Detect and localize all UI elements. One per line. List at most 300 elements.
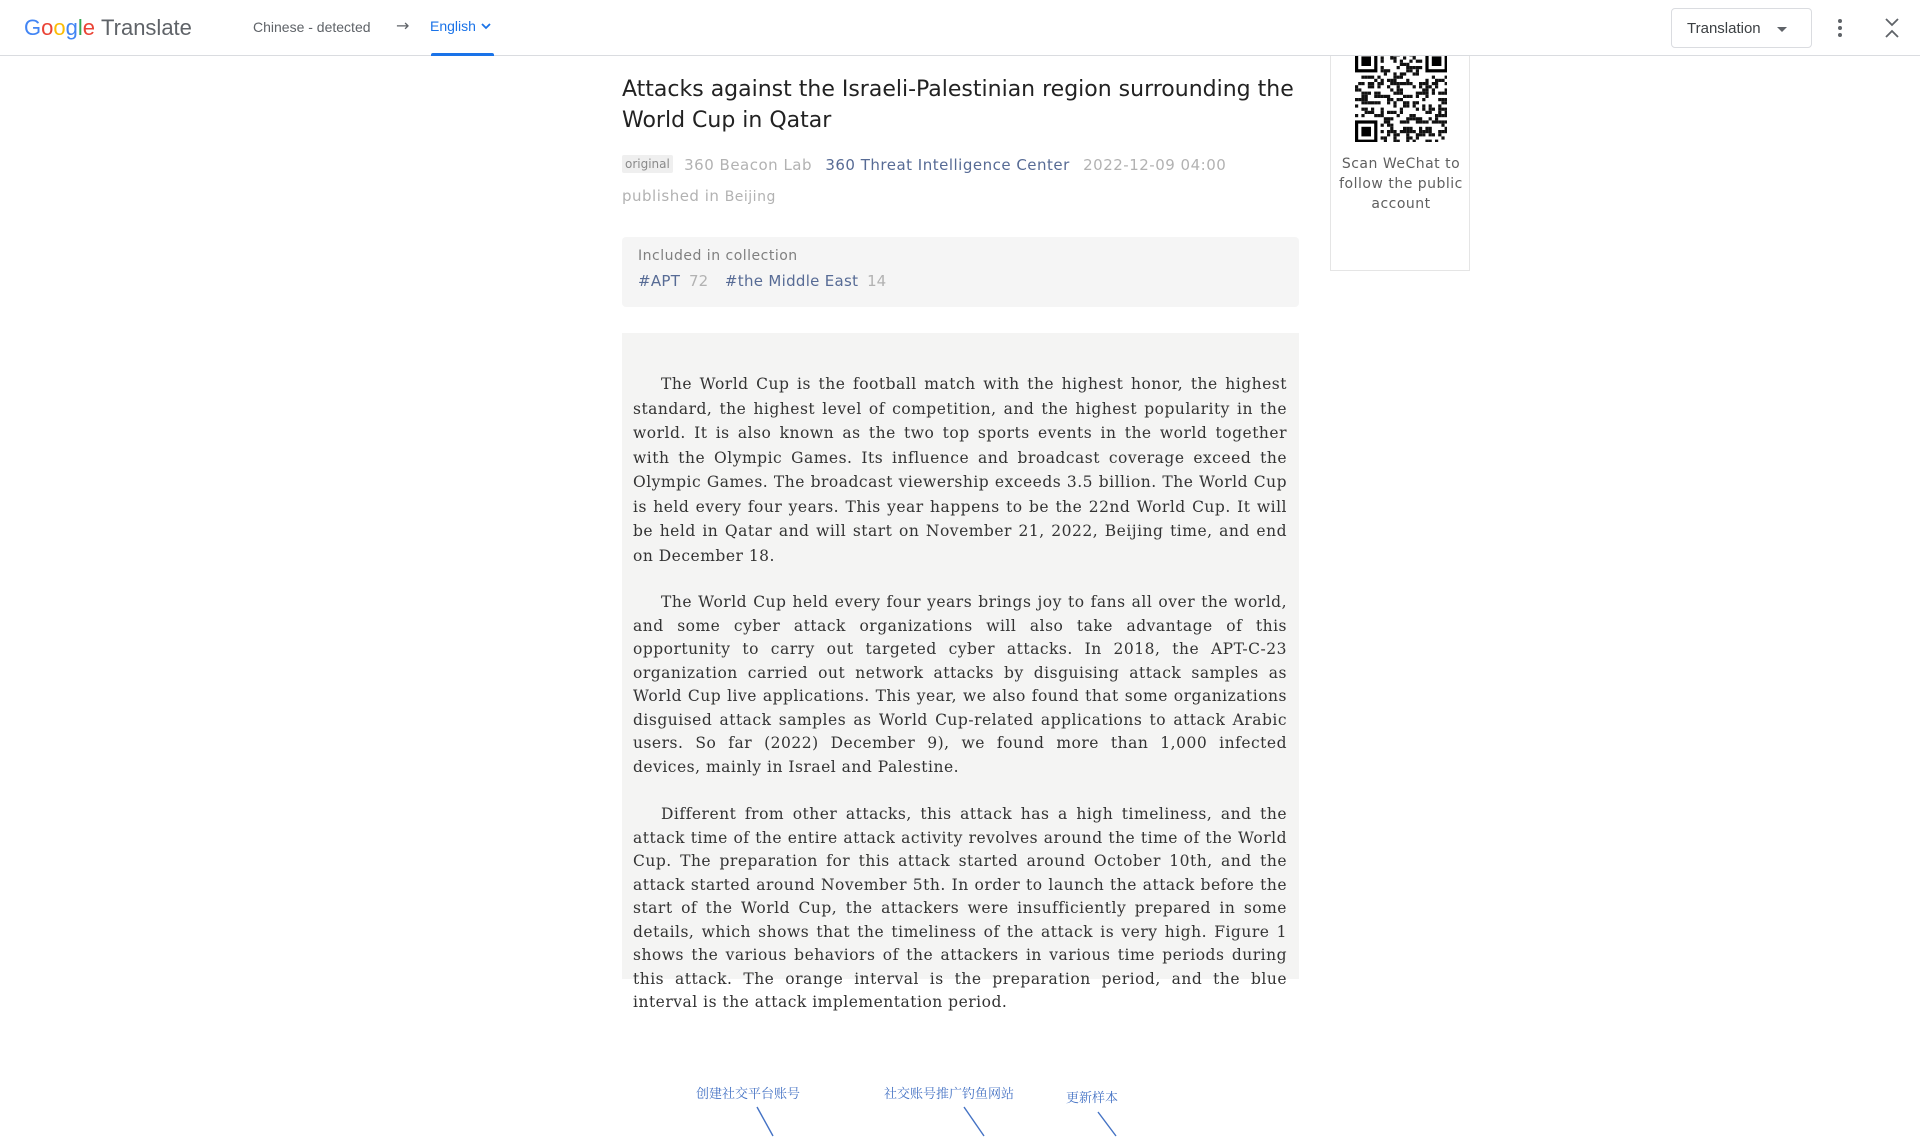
qr-module	[1365, 92, 1368, 95]
qr-module	[1381, 79, 1384, 82]
qr-module	[1377, 76, 1380, 79]
qr-module	[1429, 117, 1432, 120]
qr-module	[1445, 82, 1447, 85]
qr-module	[1355, 114, 1358, 117]
qr-module	[1387, 98, 1390, 101]
qr-module	[1419, 60, 1422, 63]
qr-module	[1441, 92, 1444, 95]
qr-module	[1422, 133, 1425, 136]
qr-module	[1355, 104, 1358, 107]
qr-module	[1432, 88, 1435, 91]
qr-module	[1384, 117, 1387, 120]
qr-module	[1429, 127, 1432, 130]
qr-module	[1390, 111, 1393, 114]
qr-module	[1413, 117, 1416, 120]
qr-module	[1429, 130, 1432, 133]
qr-module	[1406, 120, 1409, 123]
qr-module	[1445, 76, 1447, 79]
qr-module	[1371, 85, 1374, 88]
leader-line	[757, 1107, 773, 1136]
translate-wordmark: Translate	[101, 15, 192, 41]
qr-module	[1438, 92, 1441, 95]
qr-module	[1368, 76, 1371, 79]
qr-module	[1393, 140, 1396, 142]
qr-module	[1416, 66, 1419, 69]
qr-module	[1390, 98, 1393, 101]
qr-module	[1419, 92, 1422, 95]
qr-module	[1438, 114, 1441, 117]
wechat-follow-card	[1330, 56, 1470, 271]
qr-module	[1365, 76, 1368, 79]
qr-module	[1365, 111, 1368, 114]
qr-module	[1425, 140, 1428, 142]
qr-module	[1393, 82, 1396, 85]
qr-module	[1438, 111, 1441, 114]
qr-module	[1438, 108, 1441, 111]
qr-module	[1390, 79, 1393, 82]
qr-module	[1381, 114, 1384, 117]
qr-module	[1403, 104, 1406, 107]
qr-module	[1422, 88, 1425, 91]
qr-module	[1432, 120, 1435, 123]
qr-module	[1445, 130, 1447, 133]
qr-module	[1438, 130, 1441, 133]
qr-module	[1445, 88, 1447, 91]
qr-module	[1387, 95, 1390, 98]
qr-module	[1445, 98, 1447, 101]
logo-letter: l	[78, 15, 83, 40]
collection-tag-middle-east[interactable]: #the Middle East	[725, 272, 858, 290]
qr-module	[1387, 130, 1390, 133]
qr-code	[1355, 56, 1447, 142]
qr-module	[1381, 60, 1384, 63]
qr-module	[1425, 79, 1428, 82]
location-prefix: published in	[622, 187, 719, 205]
qr-module	[1438, 79, 1441, 82]
qr-module	[1368, 111, 1371, 114]
qr-module	[1413, 140, 1416, 142]
qr-module	[1441, 114, 1444, 117]
logo-letter: e	[83, 15, 95, 40]
qr-module	[1413, 85, 1416, 88]
qr-module	[1422, 98, 1425, 101]
qr-module	[1397, 88, 1400, 91]
qr-module	[1403, 56, 1406, 59]
qr-module	[1406, 66, 1409, 69]
logo-letter: o	[41, 15, 53, 40]
qr-module	[1387, 120, 1390, 123]
qr-module	[1438, 104, 1441, 107]
paragraph: The World Cup held every four years brings joy to fans all over the world, and some cyber attack organizations will also take advantage of this opportunity to carry out targeted cyber attacks. In 2018, the APT-C-23 organization carried out network attacks by disguising attack samples as World Cup live applications. This year, we also found that some organizations disguised attack samples as World Cup-related applications to attack Arabic users. So far (2022) December 9), we found more than 1,000 infected devices, mainly in Israel and Palestine.	[633, 591, 1287, 779]
qr-module	[1441, 136, 1444, 139]
qr-module	[1400, 92, 1403, 95]
qr-module	[1361, 82, 1364, 85]
qr-module	[1425, 85, 1428, 88]
leader-line	[964, 1107, 984, 1136]
qr-module	[1406, 69, 1409, 72]
qr-module	[1393, 101, 1396, 104]
collection-tag-apt[interactable]: #APT	[638, 272, 680, 290]
figure-label: 创建社交平台账号	[696, 1083, 800, 1102]
qr-module	[1381, 111, 1384, 114]
qr-module	[1422, 82, 1425, 85]
qr-module	[1409, 117, 1412, 120]
qr-module	[1441, 79, 1444, 82]
qr-module	[1419, 117, 1422, 120]
qr-module	[1435, 79, 1438, 82]
qr-module	[1361, 76, 1364, 79]
qr-module	[1406, 101, 1409, 104]
qr-module	[1413, 101, 1416, 104]
arrow-right-icon: →	[396, 16, 409, 35]
qr-module	[1371, 82, 1374, 85]
qr-module	[1393, 79, 1396, 82]
qr-module	[1387, 85, 1390, 88]
qr-module	[1409, 127, 1412, 130]
qr-module	[1406, 104, 1409, 107]
qr-module	[1438, 120, 1441, 123]
qr-module	[1435, 120, 1438, 123]
translate-toolbar	[0, 0, 1920, 56]
qr-module	[1416, 60, 1419, 63]
qr-module	[1419, 120, 1422, 123]
article-meta	[622, 150, 1299, 213]
qr-module	[1403, 82, 1406, 85]
qr-module	[1416, 72, 1419, 75]
qr-module	[1416, 101, 1419, 104]
qr-module	[1374, 114, 1377, 117]
qr-module	[1406, 117, 1409, 120]
qr-module	[1429, 111, 1432, 114]
qr-module	[1384, 140, 1387, 142]
account-link[interactable]: 360 Threat Intelligence Center	[825, 156, 1070, 174]
qr-module	[1377, 101, 1380, 104]
qr-module	[1419, 85, 1422, 88]
qr-module	[1435, 82, 1438, 85]
qr-module	[1425, 111, 1428, 114]
collection-label: Included in collection	[638, 246, 1283, 266]
qr-module	[1409, 60, 1412, 63]
qr-module	[1371, 76, 1374, 79]
source-language[interactable]: Chinese - detected	[253, 19, 371, 35]
qr-module	[1400, 98, 1403, 101]
qr-module	[1425, 82, 1428, 85]
qr-module	[1397, 140, 1400, 142]
qr-module	[1393, 56, 1396, 59]
qr-module	[1374, 79, 1377, 82]
qr-module	[1419, 82, 1422, 85]
qr-module	[1441, 98, 1444, 101]
qr-module	[1384, 136, 1387, 139]
qr-module	[1387, 101, 1390, 104]
qr-module	[1416, 120, 1419, 123]
logo-letter: g	[66, 15, 78, 40]
qr-module	[1368, 85, 1371, 88]
qr-module	[1384, 69, 1387, 72]
qr-module	[1397, 98, 1400, 101]
qr-module	[1422, 92, 1425, 95]
qr-module	[1429, 140, 1432, 142]
dot-icon	[1838, 19, 1842, 23]
qr-module	[1435, 85, 1438, 88]
qr-module	[1441, 101, 1444, 104]
qr-module	[1429, 108, 1432, 111]
qr-module	[1381, 82, 1384, 85]
leader-line	[1098, 1112, 1116, 1136]
qr-module	[1368, 92, 1371, 95]
qr-module	[1403, 120, 1406, 123]
qr-module	[1393, 92, 1396, 95]
qr-module	[1400, 111, 1403, 114]
qr-module	[1377, 82, 1380, 85]
qr-module	[1422, 130, 1425, 133]
qr-module	[1438, 98, 1441, 101]
qr-module	[1438, 133, 1441, 136]
qr-module	[1409, 69, 1412, 72]
qr-module	[1441, 124, 1444, 127]
qr-module	[1390, 130, 1393, 133]
qr-module	[1377, 85, 1380, 88]
qr-module	[1387, 124, 1390, 127]
qr-module	[1393, 133, 1396, 136]
article-title: Attacks against the Israeli-Palestinian region surrounding the World Cup in Qatar	[622, 74, 1299, 136]
qr-module	[1406, 79, 1409, 82]
qr-module	[1400, 63, 1403, 66]
qr-module	[1416, 95, 1419, 98]
qr-module	[1365, 108, 1368, 111]
qr-caption: Scan WeChat to follow the public account	[1337, 154, 1465, 214]
qr-module	[1445, 114, 1447, 117]
qr-module	[1416, 136, 1419, 139]
qr-module	[1397, 85, 1400, 88]
tag-count: 72	[689, 272, 708, 290]
qr-module	[1432, 133, 1435, 136]
qr-module	[1400, 130, 1403, 133]
qr-module	[1416, 69, 1419, 72]
qr-module	[1361, 108, 1364, 111]
qr-module	[1355, 88, 1358, 91]
qr-module	[1361, 95, 1364, 98]
qr-module	[1365, 98, 1368, 101]
qr-module	[1361, 114, 1364, 117]
dot-icon	[1838, 26, 1842, 30]
qr-module	[1441, 120, 1444, 123]
collection-box	[622, 237, 1299, 307]
qr-module	[1374, 101, 1377, 104]
qr-module	[1377, 92, 1380, 95]
collapse-toolbar-button[interactable]	[1876, 14, 1908, 42]
qr-module	[1445, 108, 1447, 111]
google-wordmark	[24, 15, 95, 41]
qr-module	[1400, 82, 1403, 85]
qr-module	[1403, 101, 1406, 104]
qr-module	[1419, 66, 1422, 69]
qr-module	[1371, 111, 1374, 114]
qr-module	[1355, 85, 1358, 88]
qr-module	[1365, 95, 1368, 98]
qr-module	[1445, 101, 1447, 104]
qr-module	[1406, 130, 1409, 133]
qr-module	[1381, 124, 1384, 127]
qr-module	[1425, 88, 1428, 91]
qr-module	[1381, 108, 1384, 111]
qr-module	[1381, 69, 1384, 72]
qr-module	[1441, 108, 1444, 111]
view-mode-select[interactable]	[1671, 8, 1812, 48]
qr-module	[1409, 82, 1412, 85]
google-translate-logo[interactable]	[24, 12, 192, 44]
qr-module	[1400, 108, 1403, 111]
qr-module	[1393, 72, 1396, 75]
qr-module	[1409, 130, 1412, 133]
target-language-tab[interactable]	[430, 18, 492, 34]
qr-module	[1384, 95, 1387, 98]
qr-module	[1409, 136, 1412, 139]
qr-finder-pattern	[1432, 56, 1442, 66]
qr-module	[1400, 72, 1403, 75]
qr-module	[1365, 101, 1368, 104]
qr-module	[1390, 82, 1393, 85]
qr-module	[1406, 63, 1409, 66]
qr-module	[1368, 82, 1371, 85]
qr-module	[1445, 92, 1447, 95]
qr-module	[1406, 140, 1409, 142]
qr-module	[1397, 133, 1400, 136]
active-tab-indicator	[431, 53, 494, 56]
logo-letter: G	[24, 15, 41, 40]
qr-module	[1406, 133, 1409, 136]
qr-module	[1432, 82, 1435, 85]
qr-module	[1397, 66, 1400, 69]
view-mode-label: Translation	[1687, 20, 1761, 37]
qr-module	[1422, 120, 1425, 123]
dot-icon	[1838, 33, 1842, 37]
qr-module	[1400, 60, 1403, 63]
qr-module	[1387, 69, 1390, 72]
qr-module	[1358, 82, 1361, 85]
qr-module	[1393, 60, 1396, 63]
figure-label: 社交账号推广钓鱼网站	[884, 1083, 1014, 1102]
qr-module	[1397, 114, 1400, 117]
author-name: 360 Beacon Lab	[684, 156, 812, 174]
qr-module	[1400, 88, 1403, 91]
qr-module	[1393, 104, 1396, 107]
qr-module	[1361, 92, 1364, 95]
qr-module	[1358, 98, 1361, 101]
figure-1-timeline	[622, 1016, 1299, 1146]
qr-module	[1413, 130, 1416, 133]
qr-module	[1387, 133, 1390, 136]
qr-module	[1377, 114, 1380, 117]
qr-module	[1381, 95, 1384, 98]
qr-module	[1371, 108, 1374, 111]
qr-module	[1432, 92, 1435, 95]
qr-module	[1425, 130, 1428, 133]
qr-module	[1416, 133, 1419, 136]
qr-module	[1381, 56, 1384, 59]
collapse-icon	[1876, 14, 1908, 42]
logo-letter: o	[53, 15, 65, 40]
publish-location: Beijing	[725, 189, 776, 205]
article-body	[622, 333, 1299, 979]
more-options-button[interactable]	[1826, 14, 1854, 42]
qr-module	[1393, 136, 1396, 139]
qr-module	[1358, 88, 1361, 91]
qr-module	[1393, 76, 1396, 79]
chevron-down-icon	[480, 20, 492, 32]
qr-module	[1413, 66, 1416, 69]
target-language-label: English	[430, 18, 476, 34]
qr-module	[1425, 92, 1428, 95]
qr-module	[1374, 92, 1377, 95]
qr-module	[1413, 72, 1416, 75]
tag-count: 14	[867, 272, 886, 290]
qr-module	[1409, 114, 1412, 117]
qr-module	[1403, 130, 1406, 133]
qr-module	[1425, 127, 1428, 130]
qr-module	[1390, 56, 1393, 59]
qr-module	[1381, 136, 1384, 139]
qr-module	[1441, 130, 1444, 133]
qr-module	[1419, 127, 1422, 130]
qr-module	[1406, 82, 1409, 85]
qr-module	[1390, 127, 1393, 130]
qr-module	[1429, 104, 1432, 107]
qr-module	[1361, 98, 1364, 101]
qr-module	[1387, 79, 1390, 82]
qr-module	[1445, 111, 1447, 114]
qr-module	[1429, 133, 1432, 136]
qr-module	[1403, 95, 1406, 98]
qr-module	[1416, 108, 1419, 111]
qr-module	[1422, 104, 1425, 107]
publish-date: 2022-12-09 04:00	[1083, 156, 1226, 174]
qr-module	[1371, 101, 1374, 104]
qr-module	[1406, 136, 1409, 139]
qr-module	[1435, 117, 1438, 120]
qr-module	[1384, 120, 1387, 123]
qr-module	[1409, 66, 1412, 69]
collection-tags	[638, 271, 1283, 291]
qr-finder-pattern	[1361, 127, 1371, 137]
qr-module	[1387, 117, 1390, 120]
qr-module	[1435, 114, 1438, 117]
qr-module	[1445, 127, 1447, 130]
qr-module	[1393, 130, 1396, 133]
qr-module	[1406, 127, 1409, 130]
qr-module	[1425, 120, 1428, 123]
qr-module	[1419, 130, 1422, 133]
qr-module	[1400, 76, 1403, 79]
qr-module	[1416, 117, 1419, 120]
dropdown-caret-icon	[1777, 27, 1787, 32]
qr-module	[1384, 72, 1387, 75]
qr-module	[1432, 108, 1435, 111]
qr-module	[1355, 98, 1358, 101]
qr-finder-pattern	[1361, 56, 1371, 66]
qr-module	[1400, 120, 1403, 123]
qr-module	[1422, 108, 1425, 111]
qr-module	[1429, 85, 1432, 88]
qr-module	[1393, 111, 1396, 114]
qr-module	[1435, 140, 1438, 142]
paragraph: The World Cup is the football match with the highest honor, the highest standard, the highest level of competition, and the highest popularity in the world. It is also known as the two top sports events in the world together with the Olympic Games. Its influence and broadcast coverage exceed the Olympic Games. The broadcast viewership exceeds 3.5 billion. The World Cup is held every four years. This year happens to be the 22nd World Cup. It will be held in Qatar and will start on November 21, 2022, Beijing time, and end on December 18.	[633, 372, 1287, 568]
qr-module	[1387, 111, 1390, 114]
qr-module	[1381, 66, 1384, 69]
qr-module	[1406, 95, 1409, 98]
qr-module	[1390, 88, 1393, 91]
qr-module	[1377, 95, 1380, 98]
